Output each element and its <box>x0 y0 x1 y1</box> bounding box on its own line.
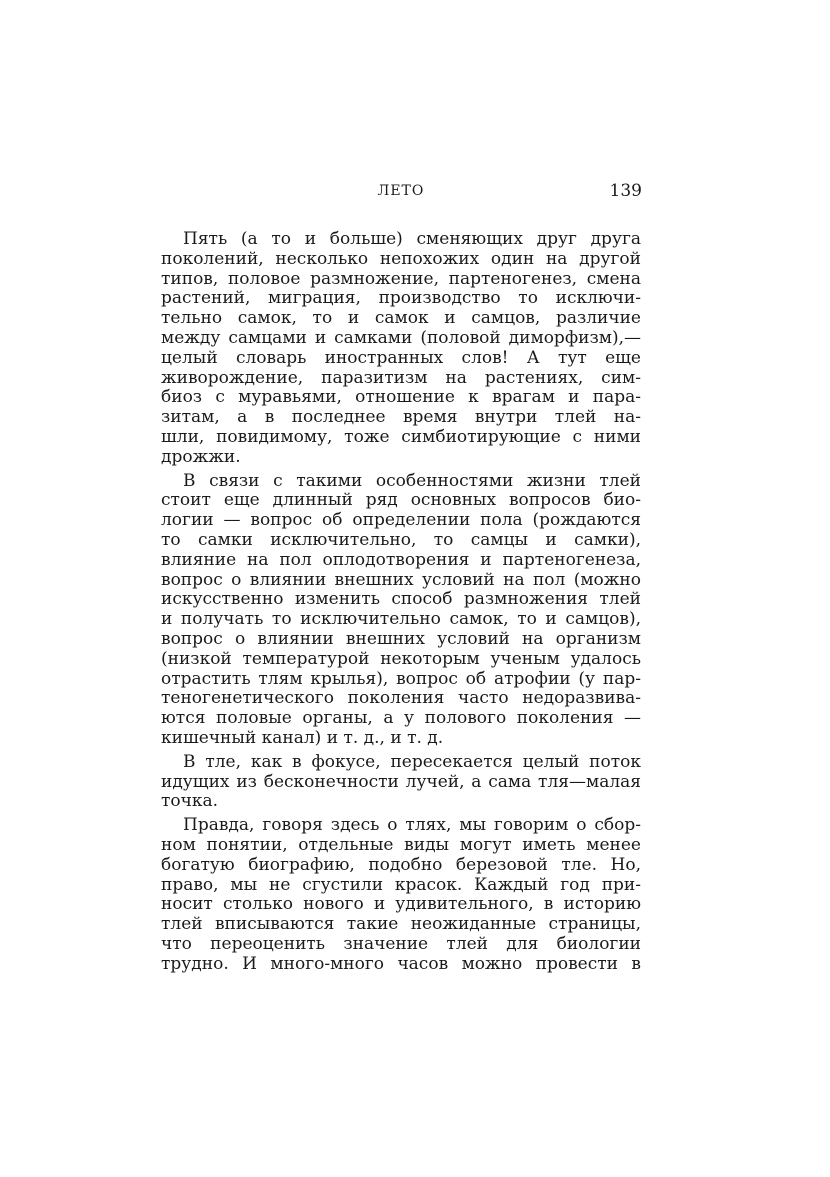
text-line: искусственно изменить способ размножения тлей <box>161 590 641 610</box>
text-line: право, мы не сгустили красок. Каждый год при- <box>161 875 641 895</box>
text-line: (низкой температурой некоторым ученым удалось <box>161 649 641 669</box>
text-line: что переоценить значение тлей для биологии <box>161 934 641 954</box>
paragraph <box>161 816 641 974</box>
text-line: отрастить тлям крылья), вопрос об атрофии (у пар- <box>161 669 641 689</box>
text-line: богатую биографию, подобно березовой тле. Но, <box>161 855 641 875</box>
paragraph <box>161 230 641 468</box>
text-line: Правда, говоря здесь о тлях, мы говорим о сбор- <box>183 816 641 836</box>
text-line: логии — вопрос об определении пола (рождаются <box>161 511 641 531</box>
running-head <box>160 183 642 211</box>
text-line: то самки исключительно, то самцы и самки), <box>161 530 641 550</box>
text-line: идущих из бесконечности лучей, а сама тля—малая <box>161 772 641 792</box>
text-line: Пять (а то и больше) сменяющих друг друга <box>183 230 641 249</box>
body-text <box>161 230 641 974</box>
text-line: между самцами и самками (половой диморфизм),— <box>161 328 641 348</box>
text-line: теногенетического поколения часто недоразвива- <box>161 689 641 709</box>
text-line: вопрос о влиянии внешних условий на пол (можно <box>161 570 641 590</box>
text-line: В тле, как в фокусе, пересекается целый поток <box>183 752 641 772</box>
text-line: поколений, несколько непохожих один на другой <box>161 249 641 269</box>
text-line: носит столько нового и удивительного, в историю <box>161 895 641 915</box>
running-title: ЛЕТО <box>377 183 425 199</box>
text-line: типов, половое размножение, партеногенез, смена <box>161 269 641 289</box>
paragraph <box>161 753 641 812</box>
text-line: тлей вписываются такие неожиданные страницы, <box>161 915 641 935</box>
text-line: дрожжи. <box>161 447 241 467</box>
text-line: живорождение, паразитизм на растениях, сим- <box>161 368 641 388</box>
text-line: биоз с муравьями, отношение к врагам и пара- <box>161 388 641 408</box>
text-line: ются половые органы, а у полового поколения — <box>161 709 641 729</box>
text-line: шли, повидимому, тоже симбиотирующие с ними <box>161 427 641 447</box>
text-line: стоит еще длинный ряд основных вопросов био- <box>161 491 641 511</box>
text-line: кишечный канал) и т. д., и т. д. <box>161 728 444 748</box>
text-line: влияние на пол оплодотворения и партеногенеза, <box>161 550 641 570</box>
text-line: точка. <box>161 792 219 812</box>
text-line: В связи с такими особенностями жизни тлей <box>183 471 641 491</box>
text-line: растений, миграция, производство то исключи- <box>161 289 641 309</box>
paragraph <box>161 472 641 749</box>
page-number: 139 <box>609 181 642 201</box>
text-line: ном понятии, отдельные виды могут иметь менее <box>161 835 641 855</box>
text-line: тельно самок, то и самок и самцов, различие <box>161 309 641 329</box>
text-line: трудно. И много-много часов можно провести в <box>161 954 641 974</box>
text-line: зитам, а в последнее время внутри тлей на- <box>161 408 641 428</box>
text-line: вопрос о влиянии внешних условий на организм <box>161 629 641 649</box>
text-line: и получать то исключительно самок, то и самцов), <box>161 610 641 630</box>
text-line: целый словарь иностранных слов! А тут еще <box>161 348 641 368</box>
